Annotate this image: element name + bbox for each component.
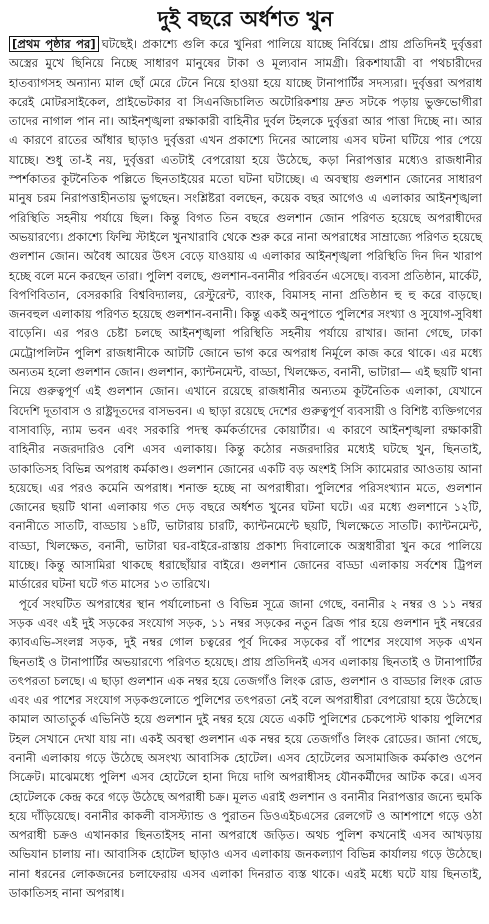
continuation-label: [প্রথম পৃষ্ঠার পর] xyxy=(9,36,99,52)
article-body xyxy=(9,35,482,903)
article-paragraph-2: পূর্বে সংঘটিত অপরাধের স্থান পর্যালোচনা ও বিভিন্ন সূত্রে জানা গেছে, বনানীর ২ নম্বর ও ১১ নম্বর সড়ক এবং এই দুই সড়কের সংযোগ সড়ক, ১১ নম্বর সড়কের নতুন ব্রিজ পার হয়ে গুলশান দুই নম্বরের ক্যাবএভি-সংলগ্ন সড়ক, দুই নম্বর গোল চত্বরের পূর্ব দিকের সড়কের বাঁ পাশের সংযোগ সড়ক এখন ছিনতাই ও টানাপার্টির অভয়ারণ্যে পরিণত হয়েছে। প্রায় প্রতিদিনই এসব এলাকায় ছিনতাই ও টানাপার্টির তৎপরতা চলছে। এ ছাড়া গুলশান এক নম্বর হয়ে তেজগাঁও লিংক রোড, গুলশান ও বাড্ডার লিংক রোড এবং এর পাশের সংযোগ সড়কগুলোতে পুলিশের তৎপরতা নেই বলে অপরাধীরা বেপরোয়া হয়ে উঠেছে। কামাল আতাতুর্ক এভিনিউ হয়ে গুলশান দুই নম্বর হয়ে যেতে একটি পুলিশের চেকপোস্ট থাকায় পুলিশের টহল সেখানে দেখা যায় না। একই অবস্থা গুলশান এক নম্বর হয়ে তেজগাঁও লিংক রোডের। জানা গেছে, বনানী এলাকায় গড়ে উঠেছে অসংখ্য আবাসিক হোটেল। এসব হোটেলের অসামাজিক কর্মকাণ্ড ওপেন সিক্রেট। মাঝেমধ্যে পুলিশ এসব হোটেলে হানা দিয়ে দাগি অপরাধীসহ যৌনকর্মীদের আটক করে। এসব হোটেলকে কেন্দ্র করে গড়ে উঠেছে অপরাধী চক্র। মূলত এরাই গুলশান ও বনানীর নিরাপত্তার জন্যে হুমকি হয়ে দাঁড়িয়েছে। বনানীর কাকলী বাসস্ট্যান্ড ও পুরাতন ডিওএইচএসের রেলগেট ও আশপাশে গড়ে ওঠা অপরাধী চক্রও এখানকার ছিনতাইসহ নানা অপরাধে জড়িত। অথচ পুলিশ কখনোই এসব আখড়ায় অভিযান চালায় না। আবাসিক হোটেল ছাড়াও এসব এলাকায় জনকল্যাণ বিভিন্ন কার্যালয় গড়ে উঠেছে। নানা ধরনের লোকজনের চলাফেরায় এসব এলাকা দিনরাত ব্যস্ত থাকে। এরই মধ্যে ঘটে যায় ছিনতাই, ডাকাতিসহ নানা অপরাধ। xyxy=(9,596,482,901)
paragraph-1-text: ঘটছেই। প্রকাশ্যে গুলি করে খুনিরা পালিয়ে যাচ্ছে নির্বিঘ্নে। প্রায় প্রতিদিনই দুর্বৃত্তরা অস্ত্রের মুখে ছিনিয়ে নিচ্ছে সাধারণ মানুষের টাকা ও মূল্যবান সামগ্রী। রিকশাযাত্রী বা পথচারীদের হাতব্যাগসহ অন্যান্য মাল ছোঁ মেরে টেনে নিয়ে হাওয়া হয়ে যাচ্ছে টানাপার্টির সদস্যরা। দুর্বৃত্তরা অপরাধ করেই মোটরসাইকেল, প্রাইভেটকার বা সিএনজিচালিত অটোরিকশায় দ্রুত সটকে পড়ায় ভুক্তভোগীরা তাদের নাগাল পান না। আইনশৃঙ্খলা রক্ষাকারী বাহিনীর দুর্বল টহলকে দুর্বৃত্তরা আর পাত্তা দিচ্ছে না। আর এ কারণে রাতের আঁধার ছাড়াও দুর্বৃত্তরা এখন প্রকাশ্যে দিনের আলোয় এসব ঘটনা ঘটিয়ে পার পেয়ে যাচ্ছে। শুধু তা-ই নয়, দুর্বৃত্তরা এতটাই বেপরোয়া হয়ে উঠেছে, কড়া নিরাপত্তার মধ্যেও রাজধানীর স্পর্শকাতর কূটনৈতিক পল্লিতে ছিনতাইয়ের মতো ঘটনা ঘটাচ্ছে। এ অবস্থায় গুলশান জোনের সাধারণ মানুষ চরম নিরাপত্তাহীনতায় ভুগছেন। সংশ্লিষ্টরা বলছেন, কয়েক বছর আগেও এ এলাকার আইনশৃঙ্খলা পরিস্থিতি সহনীয় পর্যায়ে ছিল। কিন্তু বিগত তিন বছরে গুলশান জোন পরিণত হয়েছে অপরাধীদের অভয়ারণ্যে। প্রকাশ্যে ফিল্মি স্টাইলে খুনখারাবি থেকে শুরু করে নানা অপরাধের সাম্রাজ্যে পরিণত হয়েছে গুলশান জোন। অবৈধ আয়ের উৎস বেড়ে যাওয়ায় এ এলাকার আইনশৃঙ্খলা পরিস্থিতি দিন দিন খারাপ হচ্ছে বলে মনে করছেন তারা। পুলিশ বলছে, গুলশান-বনানীর পরিবর্তন এসেছে। ব্যবসা প্রতিষ্ঠান, মার্কেট, বিপণিবিতান, বেসরকারি বিশ্ববিদ্যালয়, রেস্টুরেন্ট, ব্যাংক, বিমাসহ নানা প্রতিষ্ঠান হু হু করে বাড়ছে। জনবহুল এলাকায় পরিণত হয়েছে গুলশান-বনানী। কিন্তু একই অনুপাতে পুলিশের সংখ্যা ও সুযোগ-সুবিধা বাড়েনি। এর পরও চেষ্টা চলছে আইনশৃঙ্খলা পরিস্থিতি সহনীয় পর্যায়ে রাখার। জানা গেছে, ঢাকা মেট্রোপলিটন পুলিশ রাজধানীকে আটটি জোনে ভাগ করে অপরাধ নির্মূলে কাজ করে থাকে। এর মধ্যে অন্যতম হলো গুলশান জোন। গুলশান, ক্যান্টনমেন্ট, বাড্ডা, খিলক্ষেত, বনানী, ভাটারা— এই ছয়টি থানা নিয়ে গুরুত্বপূর্ণ এই গুলশান জোন। এখানে রয়েছে রাজধানীর অন্যতম কূটনৈতিক এলাকা, যেখানে বিদেশি দূতাবাস ও রাষ্ট্রদূতদের বাসভবন। এ ছাড়া রয়েছে দেশের গুরুত্বপূর্ণ ব্যবসায়ী ও বিশিষ্ট ব্যক্তিগণের বাসাবাড়ি, ন্যাম ভবন এবং সরকারি পদস্থ কর্মকর্তাদের কোয়ার্টার। এ কারণে আইনশৃঙ্খলা রক্ষাকারী বাহিনীর নজরদারিও বেশি এসব এলাকায়। কিন্তু কঠোর নজরদারির মধ্যেই ঘটছে খুন, ছিনতাই, ডাকাতিসহ বিভিন্ন অপরাধ কর্মকাণ্ড। গুলশান জোনের একটি বড় অংশই সিসি ক্যামেরার আওতায় আনা হয়েছে। এর পরও কমেনি অপরাধ। শনাক্ত হচ্ছে না অপরাধীরা। পুলিশের পরিসংখ্যান মতে, গুলশান জোনের ছয়টি থানা এলাকায় গত দেড় বছরে অর্ধশত খুনের ঘটনা ঘটে। এর মধ্যে গুলশানে ১২টি, বনানীতে সাতটি, বাড্ডায় ১৪টি, ভাটারায় চারটি, ক্যান্টনমেন্টে ছয়টি, খিলক্ষেতে সাতটি। ক্যান্টনমেন্ট, বাড্ডা, খিলক্ষেত, বনানী, ভাটারা ঘর-বাইরে-রাস্তায় প্রকাশ্য দিবালোকে অস্ত্রধারীরা খুন করে পালিয়ে যাচ্ছে। কিন্তু আসামিরা থাকছে ধরাছোঁয়ার বাইরে। গুলশান জোনের বাড্ডা এলাকায় সর্বশেষ ট্রিপল মার্ডারের ঘটনা ঘটে গত মাসের ১৩ তারিখে। xyxy=(9,37,482,592)
article-paragraph-1 xyxy=(9,35,482,595)
article-headline: দুই বছরে অর্ধশত খুন xyxy=(157,7,334,31)
